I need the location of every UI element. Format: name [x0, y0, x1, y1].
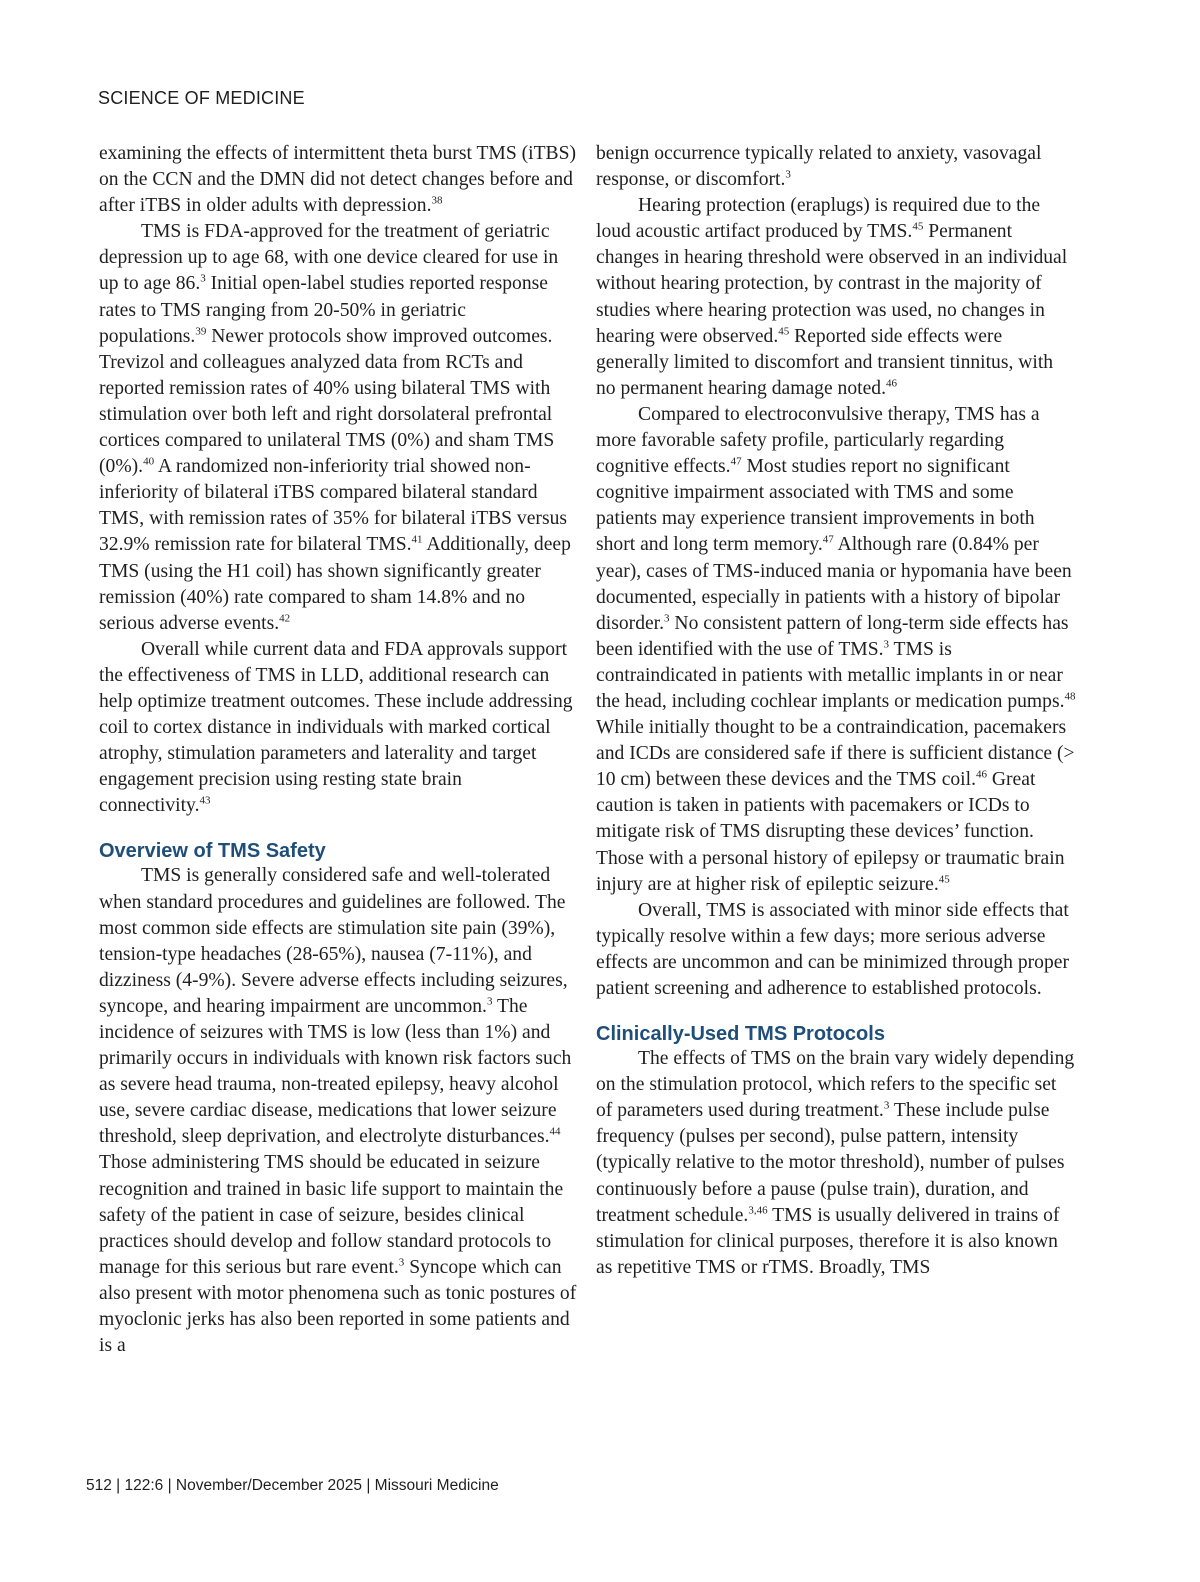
text-run: TMS is FDA-approved for the treatment of geriatric depression up to age 68, with one device cleared for use in up to age 86. [99, 221, 559, 295]
citation-superscript: 3 [200, 272, 206, 285]
section-heading-tms-safety: Overview of TMS Safety [99, 840, 326, 863]
text-run: Initial open-label studies reported response rates to TMS ranging from 20-50% in geriatric populations. [99, 273, 548, 347]
text-run: Syncope which can also present with motor phenomena such as tonic postures of myoclonic jerks has also been reported in some patients and is a [99, 1256, 577, 1357]
citation-superscript: 45 [778, 325, 790, 338]
citation-superscript: 3 [664, 612, 670, 625]
citation-superscript: 3 [398, 1256, 405, 1269]
right-column [596, 141, 1076, 1281]
text-run: Additionally, deep TMS (using the H1 coil) has shown significantly greater remission (40%) rate compared to sham 14.8% and no serious adverse events. [99, 534, 571, 634]
text-run: Although rare (0.84% per year), cases of TMS-induced mania or hypomania have been documented, especially in patients with a history of bipolar disorder. [596, 534, 1072, 634]
text-run: Overall while current data and FDA approvals support the effectiveness of TMS in LLD, additional research can help optimize treatment outcomes. These include addressing coil to cortex distance in individuals with marked cortical atrophy, stimulation parameters and laterality and target engagement precision using resting state brain connectivity. [99, 638, 573, 817]
text-run: Hearing protection (eraplugs) is required due to the loud acoustic artifact produced by TMS. [596, 195, 1041, 243]
text-run: A randomized non-inferiority trial showed non-inferiority of bilateral iTBS compared bilateral standard TMS, with remission rates of 35% for bilateral iTBS versus 32.9% remission rate for bilateral TMS. [99, 456, 568, 556]
text-run: TMS is usually delivered in trains of stimulation for clinical purposes, therefore it is also known as repetitive TMS or rTMS. Broadly, TMS [596, 1204, 1060, 1278]
citation-superscript: 48 [1064, 690, 1076, 703]
text-run: Most studies report no significant cognitive impairment associated with TMS and some patients may experience transient improvements in both short and long term memory. [596, 456, 1035, 556]
text-run: Those administering TMS should be educated in seizure recognition and trained in basic life support to maintain the safety of the patient in case of seizure, besides clinical practices should develop and follow standard protocols to manage for this serious but rare event. [99, 1152, 564, 1278]
citation-superscript: 46 [885, 377, 897, 390]
citation-superscript: 3 [785, 168, 791, 181]
citation-superscript: 45 [938, 873, 950, 886]
section-heading-tms-protocols: Clinically-Used TMS Protocols [596, 1023, 885, 1046]
text-run: The incidence of seizures with TMS is low (less than 1%) and primarily occurs in individuals with known risk factors such as severe head trauma, non-treated epilepsy, heavy alcohol use, severe cardiac disease, medications that lower seizure threshold, sleep deprivation, and electrolyte disturbances. [99, 995, 572, 1148]
paragraph [99, 863, 577, 1359]
text-run: Compared to electroconvulsive therapy, TMS has a more favorable safety profile, particularly regarding cognitive effects. [596, 403, 1040, 478]
citation-superscript: 3 [486, 995, 493, 1008]
citation-superscript: 47 [730, 455, 742, 468]
paragraph [596, 141, 1076, 193]
citation-superscript: 3,46 [748, 1204, 768, 1217]
text-run: Permanent changes in hearing threshold were observed in an individual without hearing protection, by contrast in the majority of studies where hearing protection was used, no changes in hearing were observed. [596, 221, 1068, 347]
text-run: Overall, TMS is associated with minor side effects that typically resolve within a few days; more serious adverse effects are uncommon and can be minimized through proper patient screening and adherence to established protocols. [596, 899, 1069, 999]
text-run: benign occurrence typically related to anxiety, vasovagal response, or discomfort. [596, 143, 1042, 191]
citation-superscript: 38 [431, 194, 443, 207]
text-run: The effects of TMS on the brain vary widely depending on the stimulation protocol, which refers to the specific set of parameters used during treatment. [596, 1048, 1075, 1122]
paragraph [596, 1046, 1076, 1281]
paragraph [99, 219, 577, 637]
text-run: Great caution is taken in patients with pacemakers or ICDs to mitigate risk of TMS disrupting these devices’ function. Those with a personal history of epilepsy or traumatic brain injury are at higher risk of epileptic seizure. [596, 769, 1065, 895]
citation-superscript: 41 [411, 533, 423, 546]
citation-superscript: 46 [975, 768, 987, 781]
text-run: TMS is generally considered safe and well-tolerated when standard procedures and guidelines are followed. The most common side effects are stimulation site pain (39%), tension-type headaches (28-65%), nausea (7-11%), and dizziness (4-9%). Severe adverse effects including seizures, syncope, and hearing impairment are uncommon. [99, 865, 568, 1017]
paragraph [596, 898, 1076, 1002]
citation-superscript: 3 [883, 1099, 890, 1112]
left-column [99, 141, 577, 1359]
paragraph [596, 402, 1076, 898]
citation-superscript: 45 [912, 220, 924, 233]
text-run: TMS is contraindicated in patients with metallic implants in or near the head, including cochlear implants or medication pumps. [596, 638, 1065, 712]
text-run: Newer protocols show improved outcomes. Trevizol and colleagues analyzed data from RCTs and reported remission rates of 40% using bilateral TMS with stimulation over both left and right dorsolateral prefrontal cortices compared to unilateral TMS (0%) and sham TMS (0%). [99, 325, 555, 478]
running-head: SCIENCE OF MEDICINE [98, 88, 305, 108]
citation-superscript: 3 [883, 638, 890, 651]
paragraph [596, 193, 1076, 402]
citation-superscript: 40 [143, 455, 155, 468]
text-run: Reported side effects were generally limited to discomfort and transient tinnitus, with no permanent hearing damage noted. [596, 325, 1054, 399]
text-run: These include pulse frequency (pulses per second), pulse pattern, intensity (typically relative to the motor threshold), number of pulses continuously before a pause (pulse train), duration, and treatment schedule. [596, 1100, 1065, 1226]
citation-superscript: 47 [822, 533, 834, 546]
paragraph [99, 637, 577, 820]
paragraph [99, 141, 577, 219]
text-run: examining the effects of intermittent theta burst TMS (iTBS) on the CCN and the DMN did not detect changes before and after iTBS in older adults with depression. [99, 143, 577, 217]
citation-superscript: 42 [279, 612, 291, 625]
citation-superscript: 39 [195, 325, 207, 338]
citation-superscript: 44 [549, 1125, 561, 1138]
citation-superscript: 43 [199, 794, 211, 807]
page-footer: 512 | 122:6 | November/December 2025 | Missouri Medicine [86, 1477, 499, 1494]
text-run: While initially thought to be a contraindication, pacemakers and ICDs are considered safe if there is sufficient distance (> 10 cm) between these devices and the TMS coil. [596, 717, 1075, 791]
text-run: No consistent pattern of long-term side effects has been identified with the use of TMS. [596, 612, 1069, 660]
